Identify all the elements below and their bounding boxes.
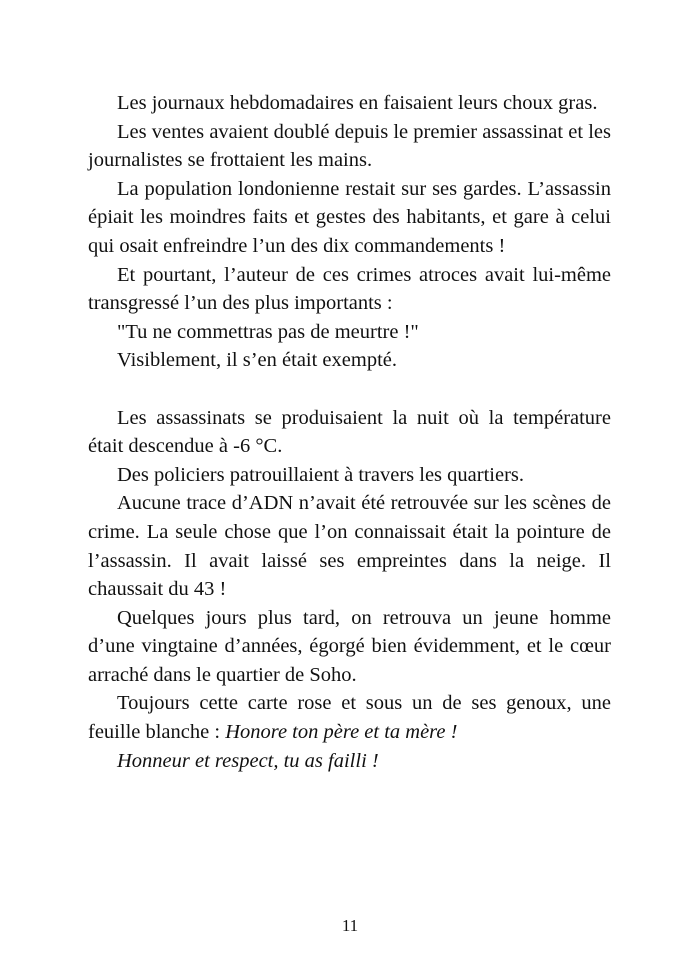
final-italic-line: Honneur et respect, tu as failli ! — [117, 749, 379, 772]
paragraph-with-italic — [88, 689, 611, 746]
paragraph: Visiblement, il s’en était exempté. — [117, 349, 397, 372]
page-number: 11 — [341, 916, 359, 935]
paragraph: La population londonienne restait sur ses gardes. L’assassin épiait les moindres faits et gestes des habitants, et gare à celui qui osait enfreindre l’un des dix commandements ! — [88, 177, 611, 257]
paragraph: Aucune trace d’ADN n’avait été retrouvée sur les scènes de crime. La seule chose que l’on connaissait était la pointure de l’assassin. Il avait laissé ses empreintes dans la neige. Il chaussait du 43 ! — [88, 492, 611, 601]
section-break — [88, 375, 611, 404]
paragraph: Et pourtant, l’auteur de ces crimes atroces avait lui-même transgressé l’un des plus importants : — [88, 263, 611, 315]
body-text — [88, 89, 611, 775]
paragraph: Les assassinats se produisaient la nuit où la température était descendue à -6 °C. — [88, 406, 611, 458]
paragraph: Des policiers patrouillaient à travers les quartiers. — [117, 463, 525, 486]
paragraph: Quelques jours plus tard, on retrouva un jeune homme d’une vingtaine d’années, égorgé bien évidemment, et le cœur arraché dans le quartier de Soho. — [88, 606, 611, 686]
italic-commandment: Honore ton père et ta mère ! — [225, 721, 458, 744]
paragraph-plain-text: Toujours cette carte rose et sous un de ses genoux, une feuille blanche : — [88, 692, 611, 744]
paragraph: Les ventes avaient doublé depuis le premier assassinat et les journalistes se frottaient les mains. — [88, 120, 611, 172]
quoted-commandment: "Tu ne commettras pas de meurtre !" — [117, 320, 419, 343]
paragraph: Les journaux hebdomadaires en faisaient leurs choux gras. — [117, 92, 598, 114]
